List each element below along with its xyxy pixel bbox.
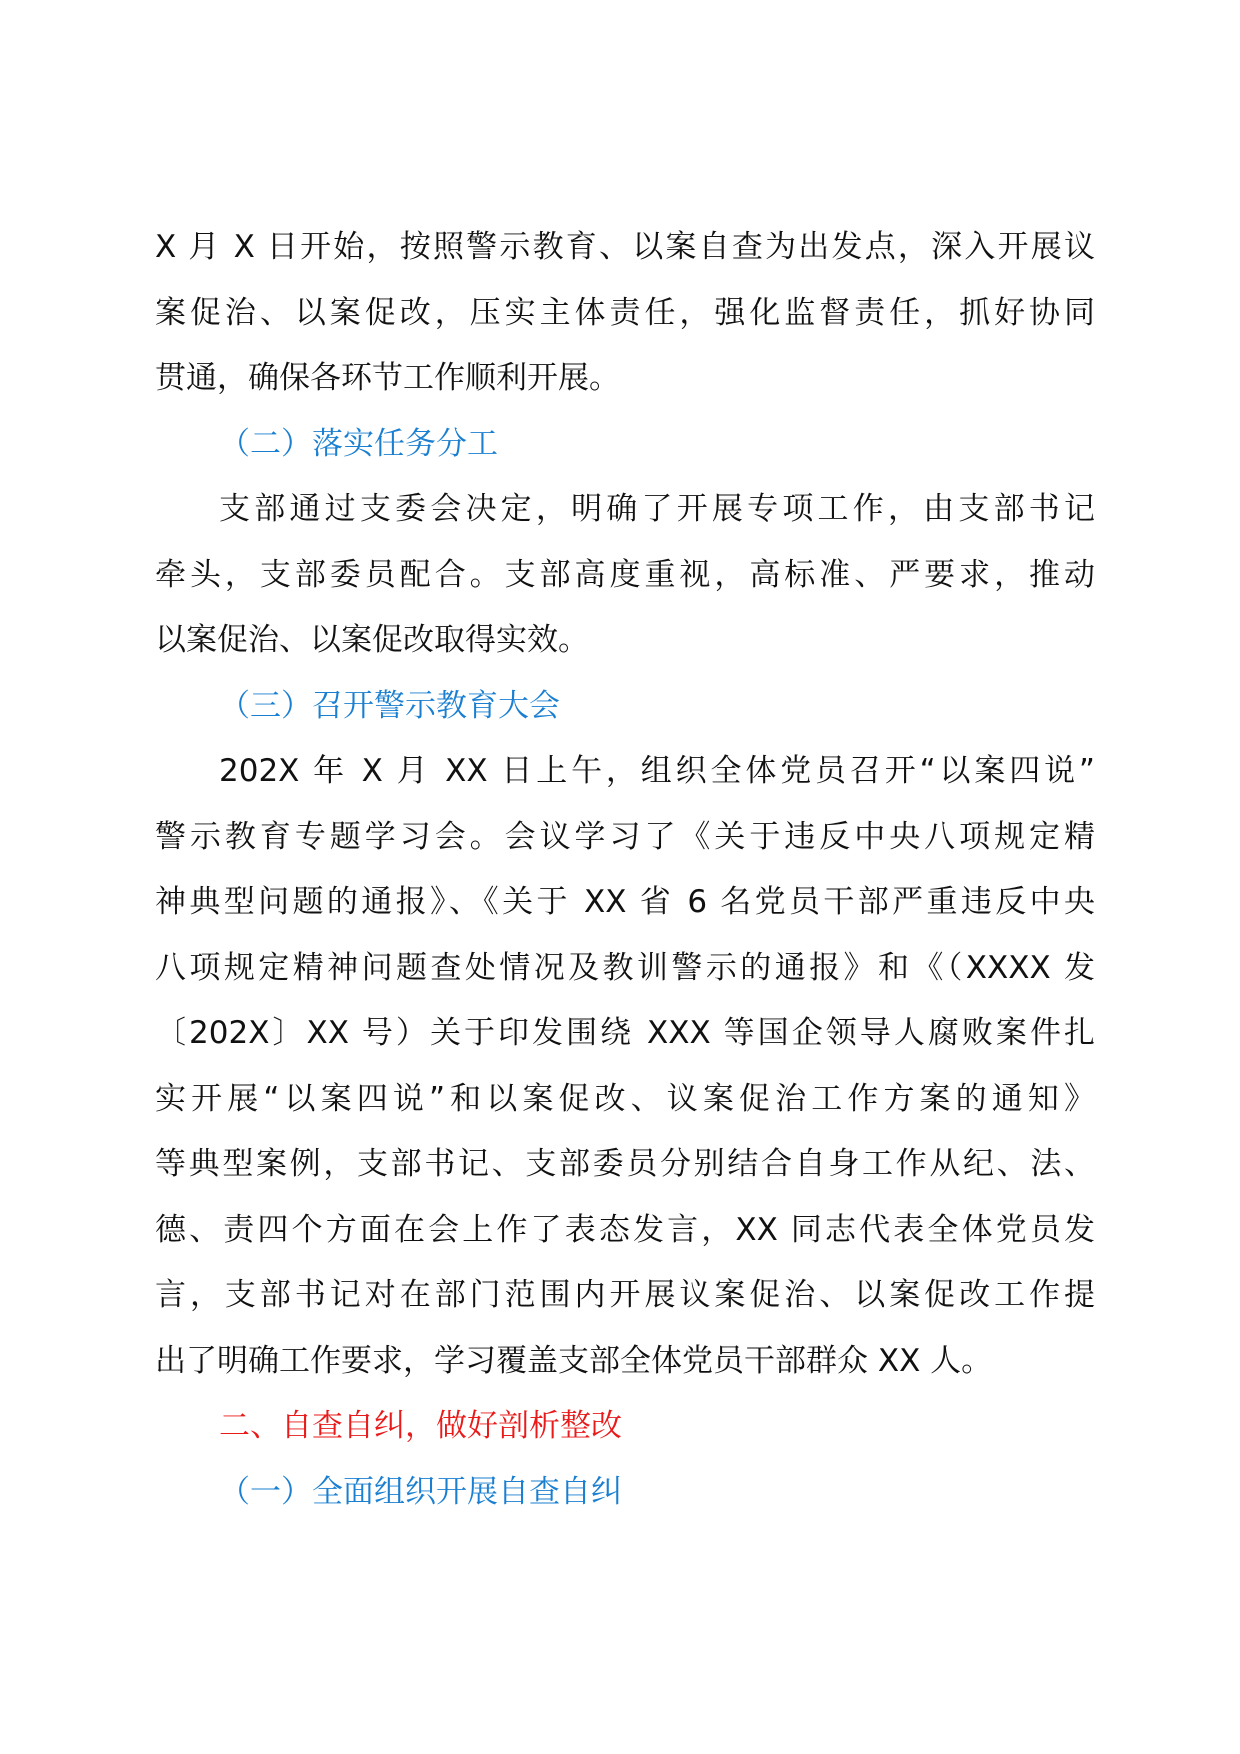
paragraph-line: 神典型问题的通报》、《关于 XX 省 6 名党员干部严重违反中央 bbox=[155, 884, 1095, 920]
document-body bbox=[155, 215, 1095, 1525]
section-heading-self-inspection: 二、自查自纠，做好剖析整改 bbox=[219, 1408, 622, 1444]
paragraph-line: 支部通过支委会决定，明确了开展专项工作，由支部书记 bbox=[219, 491, 1095, 527]
paragraph-line: 牵头，支部委员配合。支部高度重视，高标准、严要求，推动 bbox=[155, 556, 1095, 593]
sub-heading-warning-conference: （三）召开警示教育大会 bbox=[219, 687, 560, 724]
paragraph-line: 言，支部书记对在部门范围内开展议案促治、以案促改工作提 bbox=[155, 1277, 1095, 1313]
paragraph-line: 等典型案例，支部书记、支部委员分别结合自身工作从纪、法、 bbox=[155, 1146, 1095, 1182]
paragraph-line: 案促治、以案促改，压实主体责任，强化监督责任，抓好协同 bbox=[155, 294, 1095, 331]
paragraph-line: 八项规定精神问题查处情况及教训警示的通报》和《（XXXX 发 bbox=[155, 949, 1095, 986]
paragraph-line: 202X 年 X 月 XX 日上午，组织全体党员召开“以案四说” bbox=[219, 753, 1095, 789]
paragraph-line: 出了明确工作要求，学习覆盖支部全体党员干部群众 XX 人。 bbox=[155, 1342, 993, 1379]
paragraph-line: 贯通，确保各环节工作顺利开展。 bbox=[155, 360, 620, 396]
paragraph-line: 德、责四个方面在会上作了表态发言，XX 同志代表全体党员发 bbox=[155, 1211, 1095, 1248]
paragraph-line: 实开展“以案四说”和以案促改、议案促治工作方案的通知》 bbox=[155, 1080, 1095, 1117]
sub-heading-implement-tasks: （二）落实任务分工 bbox=[219, 425, 498, 462]
paragraph-line: 〔202X〕XX 号）关于印发围绕 XXX 等国企领导人腐败案件扎 bbox=[155, 1015, 1095, 1051]
paragraph-line: 警示教育专题学习会。会议学习了《关于违反中央八项规定精 bbox=[155, 818, 1095, 855]
paragraph-line: X 月 X 日开始，按照警示教育、以案自查为出发点，深入开展议 bbox=[155, 229, 1095, 265]
paragraph-line: 以案促治、以案促改取得实效。 bbox=[155, 622, 589, 658]
sub-heading-organize-self-inspection: （一）全面组织开展自查自纠 bbox=[219, 1473, 622, 1510]
